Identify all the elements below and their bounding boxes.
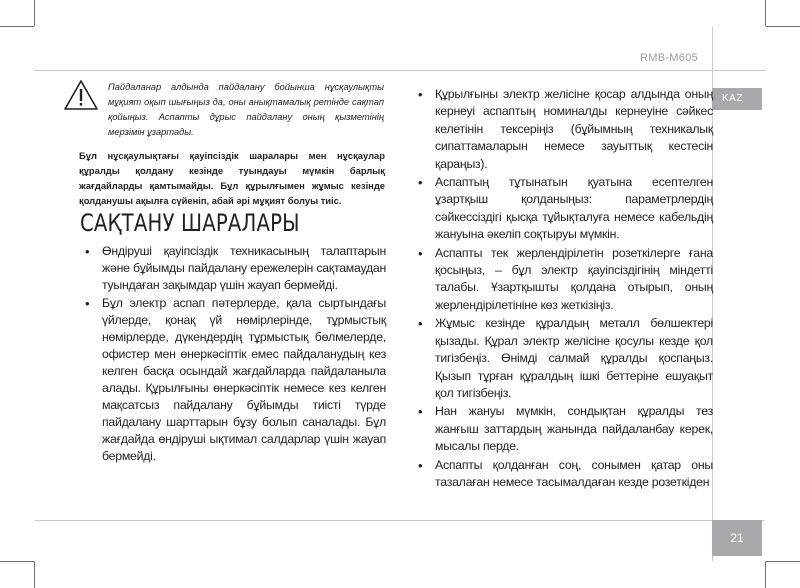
list-item xyxy=(413,457,713,492)
list-item-text: Бұл электр аспап пәтерлерде, қала сыртындағы үйлерде, қонақ үй нөмірлерінде, тұрмыстық нөмірлерде, дүкендердің тұрмыстық бөлмелерде, офистер мен өнеркәсіптік емес пайдаланудың кез келген басқа осындай жағдайларда пайдаланыла алады. Құрылғыны өнеркәсіптік немесе кез келген мақсатсыз пайдалану бұйымды тиісті түрде пайдалану шарттарын бұзу болып саналады. Бұл жағдайда өндіруші ықтимал салдарлар үшін жауап бермейді. xyxy=(102,296,386,463)
bullet-icon: • xyxy=(85,296,90,311)
list-item-text: Жұмыс кезінде құралдың металл бөлшектері қызады. Құрал электр желісіне қосулы кезде қол тигізбеңіз. Өнімді салмай құралды қоспаңыз. Қызып тұрған құралдың ішкі беттеріне ешуақыт қол тигізбеңіз. xyxy=(435,316,713,400)
bullet-icon: • xyxy=(418,404,423,420)
list-item-text: Құрылғыны электр желісіне қосар алдында оның кернеуі аспаптың номиналды кернеуіне сәйкес келетінін тексеріңіз (бұйымның техникалық сипаттамаларын немесе зауыттық кестесін қараңыз). xyxy=(435,87,713,171)
list-item xyxy=(413,315,713,402)
right-bullet-list xyxy=(413,86,713,492)
page-number: 21 xyxy=(712,520,762,556)
left-bullet-list xyxy=(80,243,386,466)
bullet-icon: • xyxy=(418,316,423,332)
crop-mark-top-left-v xyxy=(34,0,35,26)
bullet-icon: • xyxy=(418,245,423,261)
warning-text: Пайдаланар алдында пайдалану бойынша нұсқаулықты мұқият оқып шығыңыз да, оны анықтамалық ретінде сақтап қойыңыз. Аспапты дұрыс пайдалану оның қызметінің мерзімін ұзартады. xyxy=(108,82,384,137)
model-number: RMB-M605 xyxy=(640,52,699,64)
bullet-icon: • xyxy=(85,244,90,259)
warning-triangle-icon xyxy=(63,79,99,111)
section-title: САҚТАНУ ШАРАЛАРЫ xyxy=(80,209,300,237)
list-item-text: Нан жануы мүмкін, сондықтан құралды тез жанғыш заттардың жанында пайдаланбау керек, мысалы перде. xyxy=(435,404,713,454)
list-item-text: Аспаптың тұтынатын қуатына есептелген ұзартқыш қолданыңыз: параметрлердің сәйкессіздігі қысқа тұйықталуға немесе кабельдің жануына әкеліп соқтыруы мүмкін. xyxy=(435,175,713,242)
list-item xyxy=(413,86,713,173)
list-item xyxy=(80,243,386,294)
header-rule xyxy=(35,70,765,71)
crop-mark-top-left-h xyxy=(0,26,34,27)
crop-mark-top-right-h xyxy=(766,26,800,27)
crop-mark-bottom-left-v xyxy=(34,562,35,588)
list-item xyxy=(413,245,713,315)
language-tab: KAZ xyxy=(712,88,762,110)
safety-notice: Бұл нұсқаулықтағы қауіпсіздік шаралары мен нұсқаулар құралды қолдану кезінде туындауы мүмкін барлық жағдайларды қамтымайды. Бұл құрылғымен жұмыс кезінде қолданушы ақылға сүйеніп, абай әрі мұқият болуы тиіс. xyxy=(79,150,385,206)
crop-mark-top-right-v xyxy=(765,0,766,26)
list-item xyxy=(413,174,713,244)
crop-mark-bottom-right-v xyxy=(765,562,766,588)
bullet-icon: • xyxy=(418,87,423,102)
list-item-text: Аспапты қолданған соң, сонымен қатар оны тазалаған немесе тасымалдаған кезде розеткіден xyxy=(435,457,713,489)
footer-rule xyxy=(35,520,765,521)
list-item-text: Аспапты тек жерлендірілетін розеткілерге ғана қосыңыз, – бұл электр қауіпсіздігінің міндетті талабы. Ұзартқышты қолдана отырып, оның жерлендірілетініне көз жеткізіңіз. xyxy=(435,245,713,312)
list-item-text: Өндіруші қауіпсіздік техникасының талаптарын және бұйымды пайдалану ережелерін сақтамаудан туындаған зақымдар үшін жауап бермейді. xyxy=(102,244,386,292)
crop-mark-bottom-left-h xyxy=(0,561,34,562)
bullet-icon: • xyxy=(418,457,423,473)
list-item xyxy=(413,403,713,455)
bullet-icon: • xyxy=(418,175,423,191)
crop-mark-bottom-right-h xyxy=(766,561,800,562)
list-item xyxy=(80,295,386,465)
